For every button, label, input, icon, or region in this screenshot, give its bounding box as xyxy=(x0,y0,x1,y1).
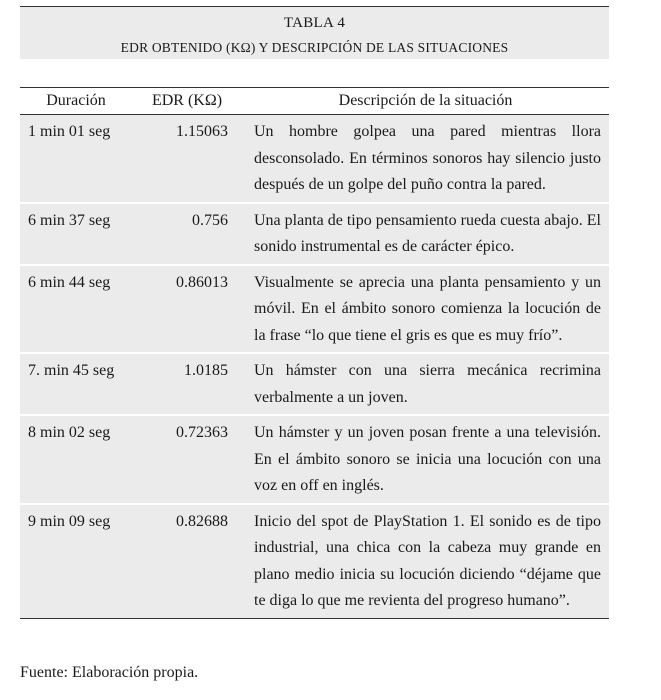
cell-duration: 9 min 09 seg xyxy=(28,512,111,530)
cell-edr: 1.15063 xyxy=(176,123,228,140)
cell-description: Inicio del spot de PlayStation 1. El sonido es de tipo industrial, una chica con la cabeza muy grande en plano medio inicia su locución diciendo “déjame que te diga lo que me revienta del progreso humano”. xyxy=(254,512,601,609)
cell-duration: 6 min 44 seg xyxy=(28,273,111,291)
cell-description: Un hámster y un joven posan frente a una televisión. En el ámbito sonoro se inicia una locución con una voz en off en inglés. xyxy=(254,424,601,494)
table-subtitle: EDR OBTENIDO (KΩ) Y DESCRIPCIÓN DE LAS SITUACIONES xyxy=(120,40,509,55)
table-row xyxy=(20,115,609,203)
header-duration: Duración xyxy=(20,88,132,115)
cell-duration: 7. min 45 seg xyxy=(28,362,115,379)
table-title: TABLA 4 xyxy=(283,15,346,31)
table-row xyxy=(20,415,609,504)
edr-table xyxy=(20,87,609,619)
table-row xyxy=(20,265,609,354)
cell-edr: 0.82688 xyxy=(176,512,228,530)
table-row xyxy=(20,353,609,415)
header-edr: EDR (KΩ) xyxy=(132,88,242,115)
table-source-note: Fuente: Elaboración propia. xyxy=(20,664,199,681)
cell-duration: 1 min 01 seg xyxy=(28,123,111,140)
cell-duration: 6 min 37 seg xyxy=(28,211,111,229)
table-row xyxy=(20,203,609,265)
cell-edr: 1.0185 xyxy=(184,362,228,379)
cell-description: Un hámster con una sierra mecánica recrimina verbalmente a un joven. xyxy=(254,362,601,406)
cell-edr: 0.86013 xyxy=(176,273,228,291)
table-title-box xyxy=(20,6,609,59)
cell-description: Visualmente se aprecia una planta pensamiento y un móvil. En el ámbito sonoro comienza la locución de la frase “lo que tiene el gris es que es muy frío”. xyxy=(254,273,601,344)
table-row xyxy=(20,504,609,619)
header-description: Descripción de la situación xyxy=(242,88,609,115)
cell-duration: 8 min 02 seg xyxy=(28,424,111,441)
table-header-row xyxy=(20,88,609,115)
cell-edr: 0.72363 xyxy=(176,424,228,441)
cell-edr: 0.756 xyxy=(192,211,228,229)
cell-description: Un hombre golpea una pared mientras llora desconsolado. En términos sonoros hay silencio justo después de un golpe del puño contra la pared. xyxy=(254,123,601,193)
cell-description: Una planta de tipo pensamiento rueda cuesta abajo. El sonido instrumental es de carácter épico. xyxy=(254,211,601,255)
